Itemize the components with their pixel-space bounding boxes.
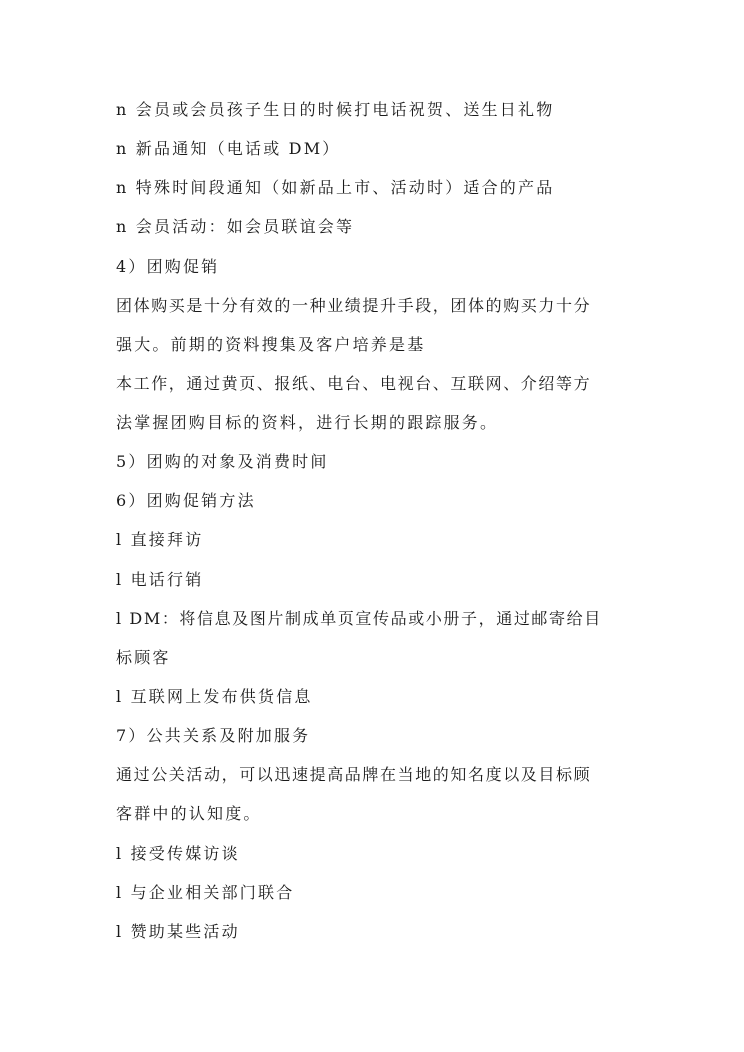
text-line: l 电话行销 — [116, 570, 204, 589]
text-line: 6）团购促销方法 — [116, 491, 256, 510]
text-line: l 直接拜访 — [116, 530, 204, 549]
text-line: l DM：将信息及图片制成单页宣传品或小册子，通过邮寄给目 — [116, 609, 602, 628]
text-line: n 会员活动：如会员联谊会等 — [116, 217, 355, 236]
text-line: l 与企业相关部门联合 — [116, 883, 295, 902]
text-line: 团体购买是十分有效的一种业绩提升手段，团体的购买力十分 — [116, 296, 592, 315]
text-line: 客群中的认知度。 — [116, 804, 262, 823]
text-line: 法掌握团购目标的资料，进行长期的跟踪服务。 — [116, 413, 499, 432]
text-line: 通过公关活动，可以迅速提高品牌在当地的知名度以及目标顾 — [116, 765, 592, 784]
text-line: n 特殊时间段通知（如新品上市、活动时）适合的产品 — [116, 178, 555, 197]
text-line: 标顾客 — [116, 648, 171, 667]
text-line: n 新品通知（电话或 DM） — [116, 139, 341, 158]
text-line: 7）公共关系及附加服务 — [116, 726, 311, 745]
text-line: 4）团购促销 — [116, 257, 220, 276]
text-line: 5）团购的对象及消费时间 — [116, 452, 329, 471]
text-line: l 赞助某些活动 — [116, 922, 240, 941]
text-line: n 会员或会员孩子生日的时候打电话祝贺、送生日礼物 — [116, 100, 555, 119]
text-line: 强大。前期的资料搜集及客户培养是基 — [116, 335, 426, 354]
text-line: l 接受传媒访谈 — [116, 844, 240, 863]
text-line: l 互联网上发布供货信息 — [116, 687, 313, 706]
text-line: 本工作，通过黄页、报纸、电台、电视台、互联网、介绍等方 — [116, 374, 592, 393]
